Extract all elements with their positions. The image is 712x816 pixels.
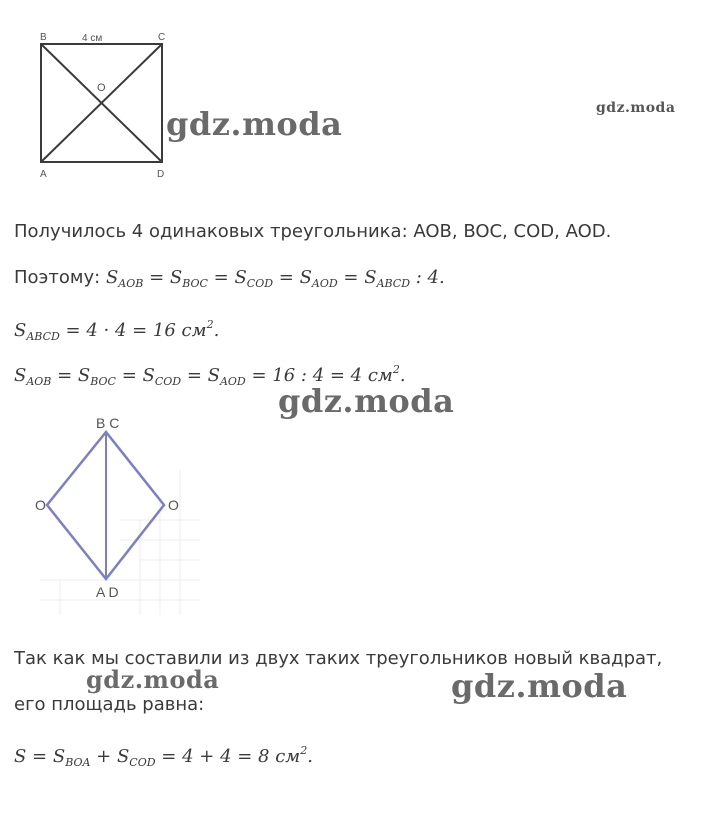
square-area-formula: $S_{ABCD} = 4 \cdot 4 = 16$ $см^2$. [14,318,220,343]
triangle-area-formula: $S_{AOB} = S_{BOC} = S_{COD} = S_{AOD} = 16$ : 4 = 4 $см^2$. [14,363,406,388]
side-length-label: 4 см [82,33,103,44]
vertex-a-label: A [40,169,47,180]
watermark-2: gdz.moda [596,100,676,116]
vertex-b-label: B [40,32,47,43]
new-square-area-formula: $S = S_{BOA} + S_{COD} = 4 + 4 = 8$ $см^2$. [14,744,313,769]
watermark-5: gdz.moda [451,667,628,705]
faint-grid [40,470,200,615]
left-vertex-label: O [35,497,46,513]
area-ratio-prefix: Поэтому: [14,267,106,288]
vertex-c-label: C [158,32,166,43]
watermark-3: gdz.moda [278,382,455,420]
new-square-paragraph-line2: его площадь равна: [14,694,205,715]
watermark-1: gdz.moda [166,105,343,143]
bottom-vertex-label: A D [96,584,119,600]
vertex-d-label: D [157,169,165,180]
watermark-4: gdz.moda [86,665,220,694]
center-o-label: O [97,82,106,94]
top-vertex-label: B C [96,415,120,431]
triangles-statement: Получилось 4 одинаковых треугольника: AOB, BOC, COD, AOD. [14,221,612,242]
right-vertex-label: O [168,497,179,513]
area-ratio-statement [14,267,445,295]
new-square-paragraph-line1: Так как мы составили из двух таких треугольников новый квадрат, [14,648,663,669]
area-ratio-formula: $S_{AOB} = S_{BOC} = S_{COD} = S_{AOD} = S_{ABCD}$ : 4. [105,267,445,290]
